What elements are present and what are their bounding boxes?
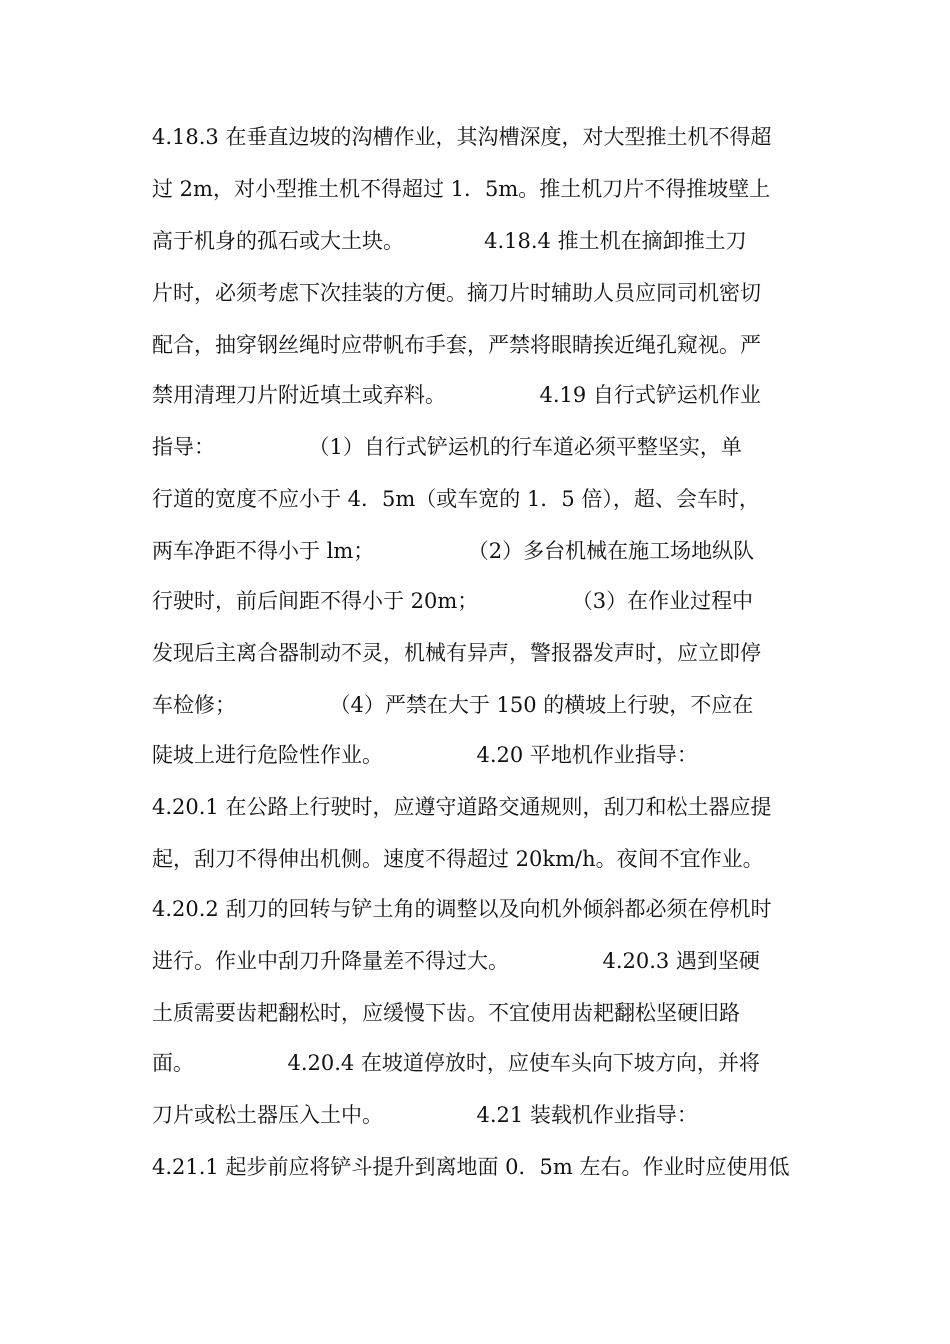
text-line: 4.18.3 在垂直边坡的沟槽作业，其沟槽深度，对大型推土机不得超 [152, 125, 772, 149]
text-line: 土质需要齿耙翻松时，应缓慢下齿。不宜使用齿耙翻松坚硬旧路 [152, 1001, 740, 1025]
text-line: 4.21.1 起步前应将铲斗提升到离地面 0．5m 左右。作业时应使用低 [152, 1155, 790, 1179]
text-line: 4.20.2 刮刀的回转与铲土角的调整以及向机外倾斜都必须在停机时 [152, 897, 772, 921]
text-line: 进行。作业中刮刀升降量差不得过大。 4.20.3 遇到坚硬 [152, 949, 760, 973]
text-line: 发现后主离合器制动不灵，机械有异声，警报器发声时，应立即停 [152, 641, 761, 665]
text-line: 过 2m，对小型推土机不得超过 1．5m。推土机刀片不得推坡壁上 [152, 177, 771, 201]
text-line: 指导： （1）自行式铲运机的行车道必须平整坚实，单 [152, 435, 742, 459]
text-line: 片时，必须考虑下次挂装的方便。摘刀片时辅助人员应同司机密切 [152, 281, 761, 305]
text-line: 高于机身的孤石或大土块。 4.18.4 推土机在摘卸推土刀 [152, 229, 747, 253]
text-line: 禁用清理刀片附近填土或弃料。 4.19 自行式铲运机作业 [152, 383, 761, 407]
text-line: 行道的宽度不应小于 4．5m（或车宽的 1．5 倍），超、会车时， [152, 487, 760, 511]
text-line: 陡坡上进行危险性作业。 4.20 平地机作业指导： [152, 743, 698, 767]
text-line: 刀片或松土器压入土中。 4.21 装载机作业指导： [152, 1103, 698, 1127]
text-line: 车检修； （4）严禁在大于 150 的横坡上行驶，不应在 [152, 693, 754, 717]
text-line: 面。 4.20.4 在坡道停放时，应使车头向下坡方向，并将 [152, 1051, 760, 1075]
text-line: 配合，抽穿钢丝绳时应带帆布手套，严禁将眼睛挨近绳孔窥视。严 [152, 333, 761, 357]
text-line: 行驶时，前后间距不得小于 20m； （3）在作业过程中 [152, 589, 754, 613]
text-line: 4.20.1 在公路上行驶时，应遵守道路交通规则，刮刀和松土器应提 [152, 795, 772, 819]
text-line: 起，刮刀不得伸出机侧。速度不得超过 20km/h。夜间不宜作业。 [152, 847, 764, 871]
text-line: 两车净距不得小于 lm； （2）多台机械在施工场地纵队 [152, 539, 755, 563]
